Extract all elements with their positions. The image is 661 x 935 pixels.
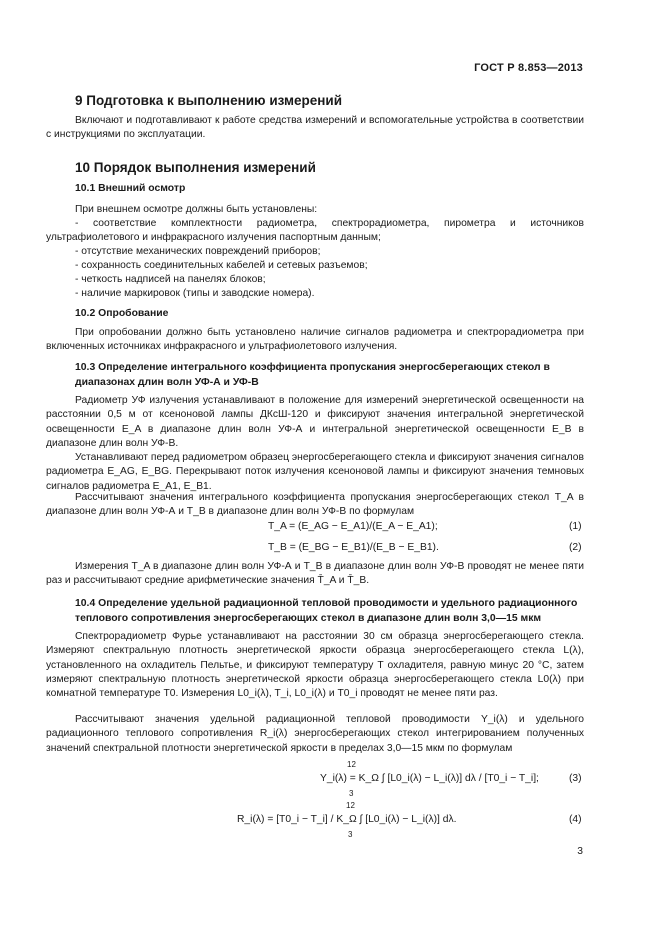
formula-4-upper-limit: 12 [346, 801, 355, 810]
section-10-4-p1: Спектрорадиометр Фурье устанавливают на расстоянии 30 см образца энергосберегающего стекла. Измеряют спектральную плотность энергетической яркости образца энергосберегающего стекла L(λ), установленного на охладитель Пельтье, и фиксируют температуру T охладителя, равную минус 20 °C, затем измеряют спектральную плотность энергетической яркости образца энергосберегающего стекла L0(λ) при комнатной температуре T0. Измерения L0_i(λ), T_i, L0_i(λ) и T0_i проводят не менее пяти раз. [46, 631, 584, 700]
formula-3-lower-limit: 3 [349, 789, 354, 798]
formula-4-lower-limit: 3 [348, 830, 353, 839]
section-9-title: 9 Подготовка к выполнению измерений [75, 93, 342, 108]
standard-number: ГОСТ Р 8.853—2013 [474, 62, 583, 74]
formula-3-number: (3) [569, 773, 582, 784]
section-9-text: Включают и подготавливают к работе средства измерений и вспомогательные устройства в соответствии с инструкциями по эксплуатации. [46, 115, 584, 141]
formula-1-number: (1) [569, 521, 582, 532]
section-10-4-p2: Рассчитывают значения удельной радиационной тепловой проводимости Y_i(λ) и удельного радиационного теплового сопротивления R_i(λ) энергосберегающих стекол интегрированием полученных значений спектральной плотности энергетической яркости в пределах 3,0—15 мкм по формулам [46, 714, 584, 754]
list-item-1: - соответствие комплектности радиометра, спектрорадиометра, пирометра и источников ультрафиолетового и инфракрасного излучения паспортным данным; [46, 218, 584, 244]
list-item-5: - наличие маркировок (типы и заводские номера). [75, 288, 315, 299]
section-10-3-p1: Радиометр УФ излучения устанавливают в положение для измерений энергетической освещенности на расстоянии 0,5 м от ксеноновой лампы ДКсШ-120 и фиксируют значения интегральной энергетической освещенности E_A в диапазоне длин волн УФ-А и интегральной энергетической освещенности E_B в диапазоне длин волн УФ-В. [46, 395, 584, 449]
list-item-2: - отсутствие механических повреждений приборов; [75, 246, 321, 257]
formula-4: R_i(λ) = [T0_i − T_i] / K_Ω ∫ [L0_i(λ) − L_i(λ)] dλ. [237, 814, 457, 825]
section-10-2-text: При опробовании должно быть установлено наличие сигналов радиометра и спектрорадиометра при включенных источниках инфракрасного и ультрафиолетового излучения. [46, 327, 584, 353]
formula-2-number: (2) [569, 542, 582, 553]
list-item-4: - четкость надписей на панелях блоков; [75, 274, 266, 285]
formula-1: T_A = (E_AG − E_A1)/(E_A − E_A1); [268, 521, 438, 532]
section-10-3-title: 10.3 Определение интегрального коэффициента пропускания энергосберегающих стекол в диапазонах длин волн УФ-А и УФ-В [75, 362, 550, 388]
formula-3-upper-limit: 12 [347, 760, 356, 769]
list-item-3: - сохранность соединительных кабелей и сетевых разъемов; [75, 260, 368, 271]
section-10-2-title: 10.2 Опробование [75, 308, 169, 319]
section-10-3-p3: Рассчитывают значения интегрального коэффициента пропускания энергосберегающих стекол T_A в диапазоне длин волн УФ-А и T_B в диапазоне длин волн УФ-В по формулам [46, 492, 584, 518]
formula-4-number: (4) [569, 814, 582, 825]
section-10-3-p4: Измерения T_A в диапазоне длин волн УФ-А и T_B в диапазоне длин волн УФ-В проводят не менее пяти раз и рассчитывают средние арифметические значения T̄_A и T̄_B. [46, 561, 584, 587]
section-10-1-title: 10.1 Внешний осмотр [75, 183, 186, 194]
section-10-title: 10 Порядок выполнения измерений [75, 160, 316, 175]
formula-2: T_B = (E_BG − E_B1)/(E_B − E_B1). [268, 542, 439, 553]
page-number: 3 [577, 846, 583, 857]
formula-3: Y_i(λ) = K_Ω ∫ [L0_i(λ) − L_i(λ)] dλ / [T0_i − T_i]; [320, 773, 539, 784]
section-10-1-intro: При внешнем осмотре должны быть установлены: [75, 204, 318, 215]
section-10-4-title: 10.4 Определение удельной радиационной тепловой проводимости и удельного радиационного теплового сопротивления энергосберегающих стекол в диапазоне длин волн 3,0—15 мкм [75, 598, 578, 624]
section-10-3-p2: Устанавливают перед радиометром образец энергосберегающего стекла и фиксируют значения сигналов радиометра E_AG, E_BG. Перекрывают поток излучения ксеноновой лампы и фиксируют значения темновых сигналов радиометра E_A1, E_B1. [46, 452, 584, 492]
